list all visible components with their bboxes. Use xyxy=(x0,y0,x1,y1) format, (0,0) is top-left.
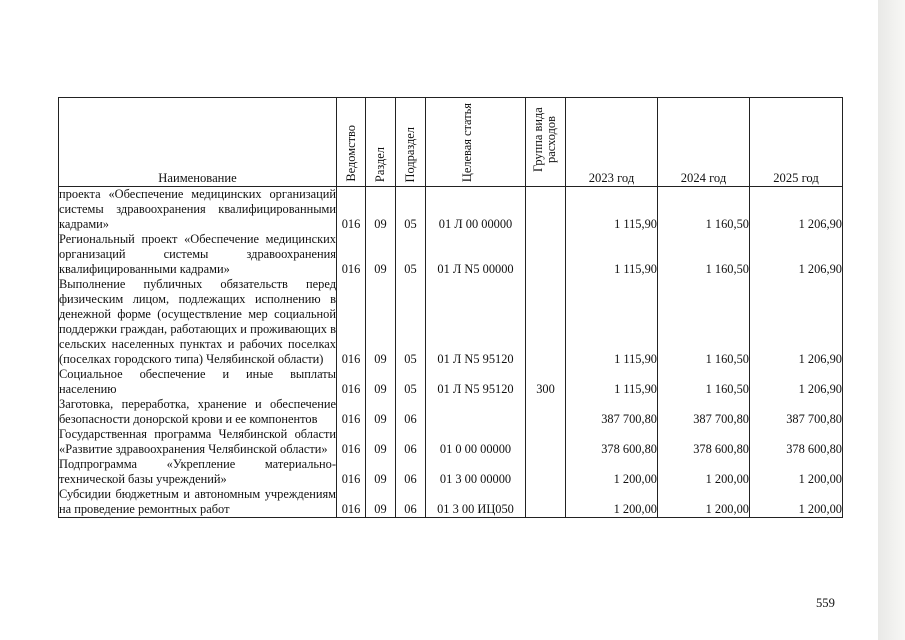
row-razdel: 09 xyxy=(366,427,396,457)
table-row xyxy=(59,487,843,518)
header-podrazdel xyxy=(396,98,426,187)
row-2025: 1 206,90 xyxy=(750,232,843,277)
row-2023: 1 200,00 xyxy=(566,487,658,518)
row-razdel: 09 xyxy=(366,487,396,518)
row-vedomstvo: 016 xyxy=(337,277,366,367)
row-razdel: 09 xyxy=(366,397,396,427)
table-row xyxy=(59,457,843,487)
header-2023: 2023 год xyxy=(566,98,658,187)
row-vedomstvo: 016 xyxy=(337,427,366,457)
header-razdel-label: Раздел xyxy=(373,146,387,182)
row-2024: 1 160,50 xyxy=(658,232,750,277)
header-vedomstvo xyxy=(337,98,366,187)
table-row xyxy=(59,427,843,457)
row-2023: 1 115,90 xyxy=(566,277,658,367)
row-gruppa xyxy=(526,187,566,233)
row-razdel: 09 xyxy=(366,277,396,367)
header-celevaya xyxy=(426,98,526,187)
row-podrazdel: 05 xyxy=(396,232,426,277)
page-number: 559 xyxy=(816,596,835,610)
row-2024: 1 160,50 xyxy=(658,277,750,367)
row-gruppa xyxy=(526,232,566,277)
row-2024: 1 160,50 xyxy=(658,187,750,233)
row-2024: 378 600,80 xyxy=(658,427,750,457)
row-2024: 1 200,00 xyxy=(658,487,750,518)
row-gruppa xyxy=(526,427,566,457)
row-podrazdel: 06 xyxy=(396,397,426,427)
row-2023: 1 200,00 xyxy=(566,457,658,487)
row-gruppa xyxy=(526,457,566,487)
row-celevaya: 01 Л N5 95120 xyxy=(426,277,526,367)
table-row xyxy=(59,187,843,233)
row-name: Государственная программа Челябинской области «Развитие здравоохранения Челябинской области» xyxy=(59,427,336,456)
row-2024: 387 700,80 xyxy=(658,397,750,427)
header-2024: 2024 год xyxy=(658,98,750,187)
row-celevaya: 01 3 00 00000 xyxy=(426,457,526,487)
header-name: Наименование xyxy=(59,98,337,187)
row-podrazdel: 05 xyxy=(396,277,426,367)
row-celevaya xyxy=(426,397,526,427)
row-celevaya: 01 Л 00 00000 xyxy=(426,187,526,233)
row-gruppa xyxy=(526,397,566,427)
row-2025: 378 600,80 xyxy=(750,427,843,457)
table-row xyxy=(59,397,843,427)
row-celevaya: 01 Л N5 95120 xyxy=(426,367,526,397)
row-2023: 1 115,90 xyxy=(566,367,658,397)
table-row xyxy=(59,232,843,277)
row-vedomstvo: 016 xyxy=(337,187,366,233)
row-2025: 1 200,00 xyxy=(750,487,843,518)
table-row xyxy=(59,367,843,397)
row-name: Региональный проект «Обеспечение медицинских организаций системы здравоохранения квалифицированными кадрами» xyxy=(59,232,336,276)
row-2023: 387 700,80 xyxy=(566,397,658,427)
row-2024: 1 160,50 xyxy=(658,367,750,397)
row-razdel: 09 xyxy=(366,187,396,233)
row-vedomstvo: 016 xyxy=(337,367,366,397)
page-edge-shadow xyxy=(878,0,905,640)
row-2025: 1 206,90 xyxy=(750,277,843,367)
row-celevaya: 01 Л N5 00000 xyxy=(426,232,526,277)
row-podrazdel: 06 xyxy=(396,487,426,518)
row-name: Социальное обеспечение и иные выплаты населению xyxy=(59,367,336,396)
row-vedomstvo: 016 xyxy=(337,232,366,277)
row-2025: 387 700,80 xyxy=(750,397,843,427)
row-2023: 1 115,90 xyxy=(566,187,658,233)
row-2023: 1 115,90 xyxy=(566,232,658,277)
row-2025: 1 200,00 xyxy=(750,457,843,487)
row-gruppa xyxy=(526,487,566,518)
row-razdel: 09 xyxy=(366,367,396,397)
row-podrazdel: 05 xyxy=(396,187,426,233)
row-vedomstvo: 016 xyxy=(337,487,366,518)
row-2023: 378 600,80 xyxy=(566,427,658,457)
header-podrazdel-label: Подраздел xyxy=(403,126,417,182)
row-celevaya: 01 3 00 ИЦ050 xyxy=(426,487,526,518)
row-name: Субсидии бюджетным и автономным учреждениям на проведение ремонтных работ xyxy=(59,487,336,516)
row-razdel: 09 xyxy=(366,232,396,277)
budget-table xyxy=(58,97,843,518)
header-vedomstvo-label: Ведомство xyxy=(343,125,358,182)
row-2024: 1 200,00 xyxy=(658,457,750,487)
table-row xyxy=(59,277,843,367)
row-vedomstvo: 016 xyxy=(337,457,366,487)
row-name: Выполнение публичных обязательств перед физическим лицом, подлежащих исполнению в денежной форме (осуществление мер социальной поддержки граждан, работающих и проживающих в сельских населенных пунктах и рабочих поселках (поселках городского типа) Челябинской области) xyxy=(59,277,336,366)
row-gruppa: 300 xyxy=(526,367,566,397)
row-celevaya: 01 0 00 00000 xyxy=(426,427,526,457)
header-gruppa-label: Группа вида расходов xyxy=(530,107,558,173)
table-header-row xyxy=(59,98,843,187)
row-name: Заготовка, переработка, хранение и обеспечение безопасности донорской крови и ее компонентов xyxy=(59,397,336,426)
row-podrazdel: 06 xyxy=(396,457,426,487)
row-gruppa xyxy=(526,277,566,367)
row-vedomstvo: 016 xyxy=(337,397,366,427)
row-podrazdel: 06 xyxy=(396,427,426,457)
header-razdel xyxy=(366,98,396,187)
header-gruppa xyxy=(526,98,566,187)
header-celevaya-label: Целевая статья xyxy=(459,102,474,182)
row-razdel: 09 xyxy=(366,457,396,487)
row-2025: 1 206,90 xyxy=(750,187,843,233)
row-2025: 1 206,90 xyxy=(750,367,843,397)
row-podrazdel: 05 xyxy=(396,367,426,397)
header-2025: 2025 год xyxy=(750,98,843,187)
row-name: проекта «Обеспечение медицинских организаций системы здравоохранения квалифицированными кадрами» xyxy=(59,187,336,231)
row-name: Подпрограмма «Укрепление материально-технической базы учреждений» xyxy=(59,457,336,486)
